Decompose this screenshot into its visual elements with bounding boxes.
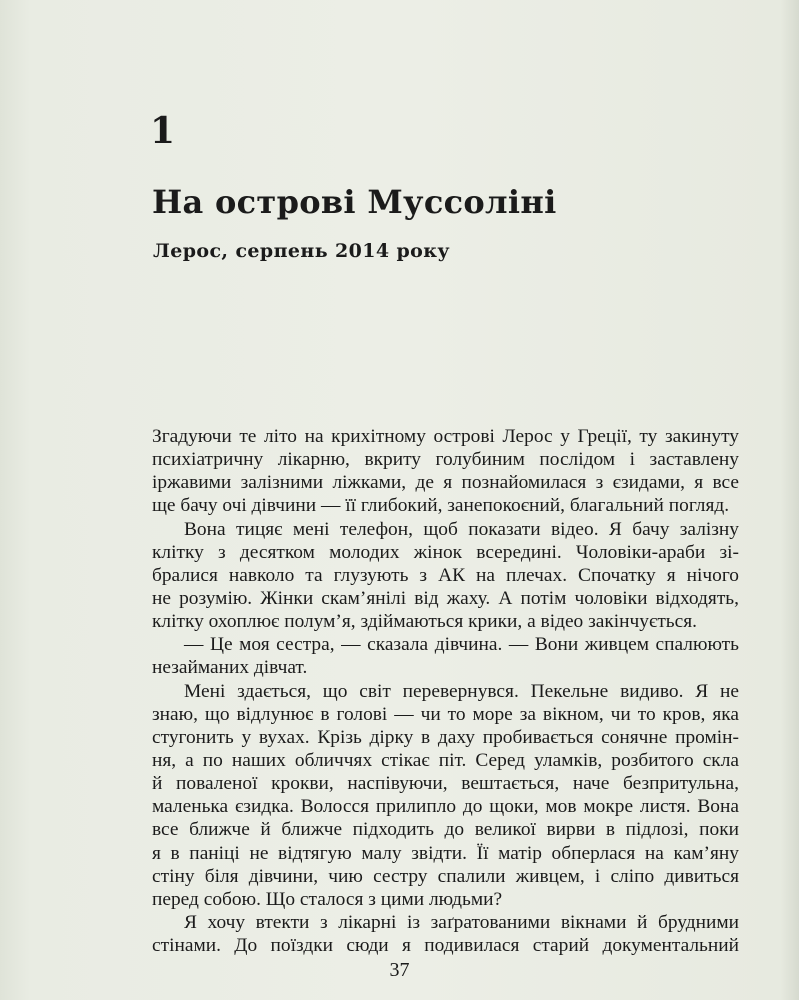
text-line: перед собою. Що сталося з цими людьми? <box>152 888 503 910</box>
text-line: клітку охоплює полум’я, здіймаються крики, а відео закінчується. <box>152 611 698 633</box>
text-line: стіну біля дівчини, чию сестру спалили живцем, і сліпо дивиться <box>152 865 739 887</box>
text-line: стінами. До поїздки сюди я подивилася старий документальний <box>152 935 739 957</box>
text-line: Мені здається, що світ перевернувся. Пекельне видиво. Я не <box>184 680 739 702</box>
text-line: Згадуючи те літо на крихітному острові Лерос у Греції, ту закинуту <box>152 426 739 447</box>
text-line: психіатричну лікарню, вкриту голубиним послідом і заставлену <box>152 449 739 471</box>
text-line: ня, а по наших обличчях стікає піт. Серед уламків, розбитого скла <box>152 749 739 771</box>
chapter-subtitle: Лерос, серпень 2014 року <box>153 240 450 262</box>
text-line: знаю, що відлунює в голові — чи то море за вікном, чи то кров, яка <box>152 703 739 725</box>
text-line: Я хочу втекти з лікарні із заґратованими вікнами й брудними <box>184 911 739 933</box>
text-line: іржавими залізними ліжками, де я познайомилася з єзидами, я все <box>152 472 739 494</box>
text-line: маленька єзидка. Волосся прилипло до щоки, мов мокре листя. Вона <box>152 796 739 818</box>
text-line: й поваленої крокви, наспівуючи, вештається, наче безпритульна, <box>152 773 739 795</box>
text-line: стугонить у вухах. Крізь дірку в даху пробивається сонячне промін- <box>152 726 739 748</box>
text-line: — Це моя сестра, — сказала дівчина. — Вони живцем спалюють <box>184 634 739 656</box>
text-line: незайманих дівчат. <box>152 657 308 679</box>
chapter-number: 1 <box>150 110 176 152</box>
chapter-title: На острові Муссоліні <box>152 183 557 221</box>
text-line: я в паніці не відтягую малу звідти. Її матір обперлася на кам’яну <box>152 842 739 864</box>
text-line: Вона тицяє мені телефон, щоб показати відео. Я бачу залізну <box>184 518 739 540</box>
text-line: не розумію. Жінки скам’янілі від жаху. А потім чоловіки відходять, <box>152 587 739 609</box>
text-line: клітку з десятком молодих жінок всередині. Чоловіки-араби зі- <box>152 541 739 563</box>
text-line: все ближче й ближче підходить до великої вирви в підлозі, поки <box>152 819 739 841</box>
text-line: ще бачу очі дівчини — її глибокий, занепокоєний, благальний погляд. <box>152 495 730 517</box>
body-text <box>152 425 739 957</box>
page-number: 37 <box>389 959 410 981</box>
text-line: бралися навколо та глузують з АК на плечах. Спочатку я нічого <box>152 564 739 586</box>
